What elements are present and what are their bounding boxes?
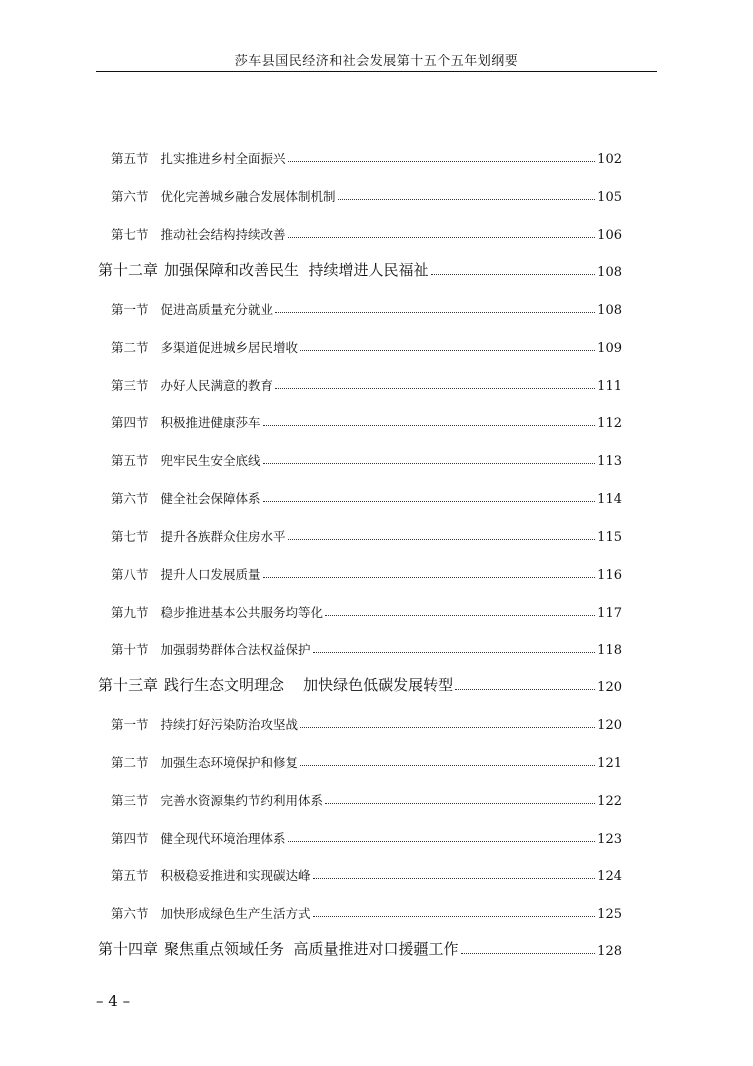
toc-entry-number: 第四节 xyxy=(111,831,149,846)
toc-entry-title: 加强弱势群体合法权益保护 xyxy=(160,642,311,657)
toc-entry-page: 117 xyxy=(597,606,622,621)
toc-entry-number: 第二节 xyxy=(111,340,149,355)
toc-entry-number: 第七节 xyxy=(111,227,149,242)
toc-entry-title: 聚焦重点领域任务 高质量推进对口援疆工作 xyxy=(164,940,459,958)
toc-section-entry[interactable] xyxy=(0,747,753,771)
toc-entry-title: 积极稳妥推进和实现碳达峰 xyxy=(160,868,311,883)
dot-leader xyxy=(275,312,595,313)
toc-entry-title: 兜牢民生安全底线 xyxy=(160,453,261,468)
toc-entry-title: 稳步推进基本公共服务均等化 xyxy=(160,605,324,620)
dot-leader xyxy=(288,161,596,162)
toc-entry-label xyxy=(111,603,323,621)
toc-entry-title: 践行生态文明理念 加快绿色低碳发展转型 xyxy=(164,676,454,694)
toc-entry-title: 促进高质量充分就业 xyxy=(160,302,274,317)
dot-leader xyxy=(313,652,596,653)
toc-section-entry[interactable] xyxy=(0,597,753,621)
toc-entry-title: 扎实推进乡村全面振兴 xyxy=(160,151,286,166)
toc-entry-label xyxy=(98,938,459,959)
toc-entry-title: 多渠道促进城乡居民增收 xyxy=(160,340,299,355)
toc-entry-number: 第三节 xyxy=(111,378,149,393)
toc-entry-label xyxy=(111,376,273,394)
toc-entry-page: 102 xyxy=(597,152,622,167)
toc-entry-page: 120 xyxy=(597,718,622,733)
toc-entry-label xyxy=(111,149,286,167)
dot-leader xyxy=(455,689,595,690)
toc-entry-page: 128 xyxy=(597,944,622,959)
toc-section-entry[interactable] xyxy=(0,445,753,469)
toc-entry-title: 推动社会结构持续改善 xyxy=(160,227,286,242)
toc-entry-number: 第八节 xyxy=(111,567,149,582)
dot-leader xyxy=(325,803,595,804)
toc-entry-page: 112 xyxy=(597,416,622,431)
toc-entry-page: 114 xyxy=(597,492,622,507)
toc-entry-page: 122 xyxy=(597,794,622,809)
dot-leader xyxy=(288,237,596,238)
toc-entry-number: 第六节 xyxy=(111,906,149,921)
toc-entry-page: 115 xyxy=(597,530,622,545)
toc-chapter-entry[interactable] xyxy=(0,671,753,695)
dot-leader xyxy=(263,501,596,502)
toc-entry-label xyxy=(98,674,453,695)
toc-entry-number: 第二节 xyxy=(111,755,149,770)
toc-entry-label xyxy=(111,640,311,658)
toc-entry-title: 加强保障和改善民生 持续增进人民福祉 xyxy=(164,261,429,279)
toc-entry-page: 125 xyxy=(597,907,622,922)
toc-entry-title: 加强生态环境保护和修复 xyxy=(160,755,299,770)
toc-entry-label xyxy=(111,187,336,205)
toc-entry-number: 第六节 xyxy=(111,189,149,204)
toc-entry-title: 办好人民满意的教育 xyxy=(160,378,274,393)
toc-entry-number: 第十节 xyxy=(111,642,149,657)
toc-section-entry[interactable] xyxy=(0,860,753,884)
toc-entry-page: 123 xyxy=(597,832,622,847)
toc-entry-page: 108 xyxy=(597,265,622,280)
toc-entry-page: 124 xyxy=(597,869,622,884)
toc-entry-number: 第十二章 xyxy=(98,261,159,279)
toc-section-entry[interactable] xyxy=(0,294,753,318)
toc-entry-label xyxy=(111,527,286,545)
dot-leader xyxy=(300,765,595,766)
toc-section-entry[interactable] xyxy=(0,407,753,431)
toc-entry-title: 健全现代环境治理体系 xyxy=(160,831,286,846)
toc-entry-number: 第四节 xyxy=(111,415,149,430)
toc-entry-number: 第六节 xyxy=(111,491,149,506)
toc-entry-number: 第五节 xyxy=(111,453,149,468)
dot-leader xyxy=(288,841,596,842)
dot-leader xyxy=(461,953,596,954)
running-header: 莎车县国民经济和社会发展第十五个五年划纲要 xyxy=(234,54,519,69)
toc-section-entry[interactable] xyxy=(0,483,753,507)
dot-leader xyxy=(338,199,596,200)
toc-entry-label xyxy=(98,259,429,280)
toc-entry-title: 完善水资源集约节约利用体系 xyxy=(160,793,324,808)
toc-entry-title: 健全社会保障体系 xyxy=(160,491,261,506)
toc-section-entry[interactable] xyxy=(0,634,753,658)
dot-leader xyxy=(313,916,596,917)
toc-entry-label xyxy=(111,866,311,884)
toc-section-entry[interactable] xyxy=(0,219,753,243)
toc-entry-page: 113 xyxy=(597,454,622,469)
toc-entry-label xyxy=(111,451,261,469)
toc-entry-number: 第十四章 xyxy=(98,940,159,958)
toc-section-entry[interactable] xyxy=(0,823,753,847)
dot-leader xyxy=(313,878,596,879)
toc-entry-label xyxy=(111,489,261,507)
toc-entry-label xyxy=(111,413,261,431)
dot-leader xyxy=(263,463,596,464)
toc-entry-number: 第五节 xyxy=(111,151,149,166)
toc-section-entry[interactable] xyxy=(0,898,753,922)
toc-entry-title: 加快形成绿色生产生活方式 xyxy=(160,906,311,921)
toc-entry-title: 提升人口发展质量 xyxy=(160,567,261,582)
header-rule xyxy=(96,71,657,72)
toc-entry-page: 108 xyxy=(597,303,622,318)
toc-entry-title: 持续打好污染防治攻坚战 xyxy=(160,717,299,732)
toc-entry-label xyxy=(111,225,286,243)
toc-section-entry[interactable] xyxy=(0,521,753,545)
toc-chapter-entry[interactable] xyxy=(0,935,753,959)
toc-entry-number: 第七节 xyxy=(111,529,149,544)
dot-leader xyxy=(263,425,596,426)
toc-entry-label xyxy=(111,829,286,847)
page-number: – 4 – xyxy=(96,992,131,1010)
toc-entry-label xyxy=(111,715,298,733)
dot-leader xyxy=(325,615,595,616)
toc-section-entry[interactable] xyxy=(0,143,753,167)
toc-entry-page: 121 xyxy=(597,756,622,771)
toc-entry-label xyxy=(111,753,298,771)
toc-chapter-entry[interactable] xyxy=(0,256,753,280)
toc-entry-label xyxy=(111,338,298,356)
dot-leader xyxy=(431,274,596,275)
toc-entry-number: 第一节 xyxy=(111,302,149,317)
toc-entry-number: 第十三章 xyxy=(98,676,159,694)
toc-entry-number: 第九节 xyxy=(111,605,149,620)
dot-leader xyxy=(288,539,596,540)
toc-entry-page: 109 xyxy=(597,341,622,356)
toc-entry-label xyxy=(111,300,273,318)
toc-entry-page: 105 xyxy=(597,190,622,205)
toc-entry-page: 120 xyxy=(597,680,622,695)
toc-entry-page: 118 xyxy=(597,643,622,658)
toc-entry-page: 106 xyxy=(597,228,622,243)
toc-entry-page: 116 xyxy=(597,568,622,583)
dot-leader xyxy=(300,727,595,728)
toc-section-entry[interactable] xyxy=(0,559,753,583)
toc-entry-page: 111 xyxy=(597,379,622,394)
toc-entry-number: 第一节 xyxy=(111,717,149,732)
toc-section-entry[interactable] xyxy=(0,332,753,356)
toc-entry-title: 提升各族群众住房水平 xyxy=(160,529,286,544)
toc-entry-label xyxy=(111,904,311,922)
toc-entry-label xyxy=(111,565,261,583)
toc-entry-title: 优化完善城乡融合发展体制机制 xyxy=(160,189,336,204)
toc-section-entry[interactable] xyxy=(0,370,753,394)
toc-section-entry[interactable] xyxy=(0,709,753,733)
toc-entry-number: 第五节 xyxy=(111,868,149,883)
toc-entry-title: 积极推进健康莎车 xyxy=(160,415,261,430)
dot-leader xyxy=(275,388,595,389)
dot-leader xyxy=(300,350,595,351)
toc-section-entry[interactable] xyxy=(0,181,753,205)
toc-entry-label xyxy=(111,791,323,809)
dot-leader xyxy=(263,577,596,578)
toc-section-entry[interactable] xyxy=(0,785,753,809)
toc-entry-number: 第三节 xyxy=(111,793,149,808)
